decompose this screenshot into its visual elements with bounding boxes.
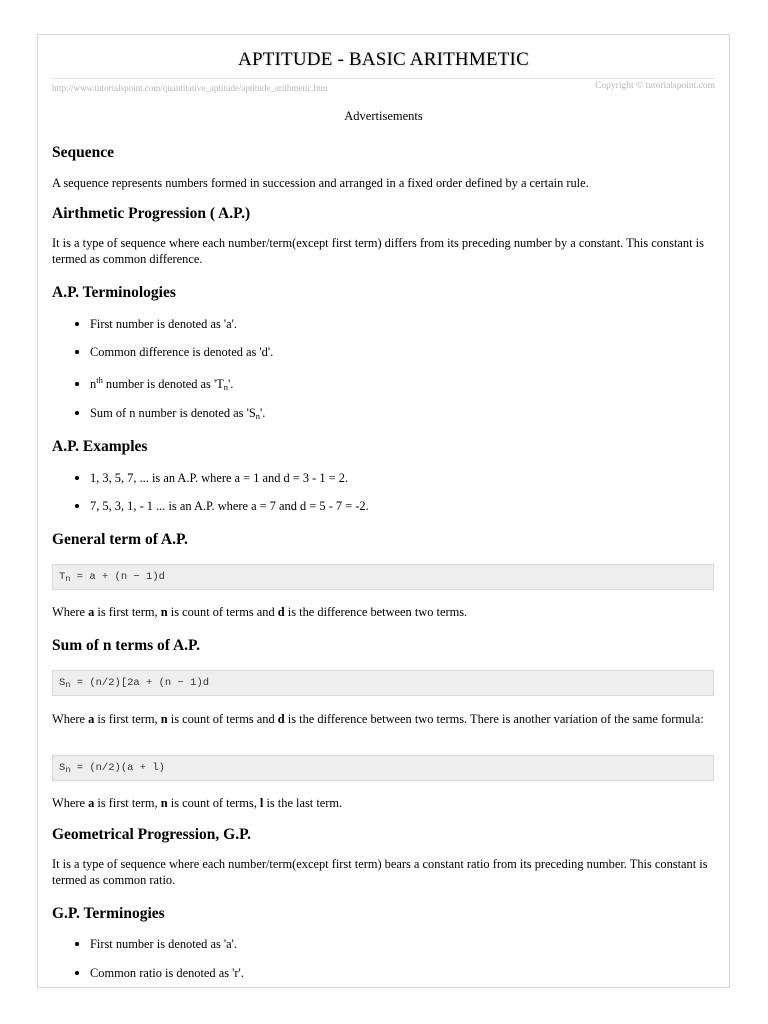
sum-variation-explanation: Where a is first term, n is count of terms, l is the last term. [52, 796, 343, 810]
advertisements-label: Advertisements [344, 109, 423, 123]
list-item: $n^{th}$ number is denoted as '$T_n$'. [90, 375, 234, 392]
list-item: First number is denoted as 'a'. [90, 317, 237, 331]
heading-ap-terminologies: A.P. Terminologies [52, 284, 176, 301]
copyright-notice: Copyright © tutorialspoint.com [595, 81, 715, 91]
heading-general-term: General term of A.P. [52, 531, 188, 548]
ap-text: It is a type of sequence where each number/term(except first term) differs from its preceding number by a constant. This constant is termed as common difference. [52, 236, 704, 266]
gp-text: It is a type of sequence where each number/term(except first term) bears a constant ratio from its preceding number. This constant is termed as common ratio. [52, 857, 708, 887]
heading-ap-examples: A.P. Examples [52, 438, 148, 455]
list-item: Common ratio is denoted as 'r'. [90, 966, 244, 980]
sum-explanation: Where a is first term, n is count of terms and d is the difference between two terms. There is another variation of the same formula: [52, 712, 704, 726]
formula-sum: $S_n = (n/2)[2a + (n - 1)d$ [52, 670, 714, 696]
heading-arithmetic-progression: Airthmetic Progression ( A.P.) [52, 205, 251, 222]
heading-gp-terminologies: G.P. Terminogies [52, 905, 165, 922]
header-divider [52, 78, 715, 79]
page-title: APTITUDE - BASIC ARITHMETIC [238, 49, 529, 70]
heading-sequence: Sequence [52, 144, 114, 161]
sequence-text: A sequence represents numbers formed in succession and arranged in a fixed order defined by a certain rule. [52, 176, 589, 190]
list-item: 7, 5, 3, 1, - 1 ... is an A.P. where a = 7 and d = 5 - 7 = -2. [90, 499, 369, 513]
general-term-explanation: Where a is first term, n is count of terms and d is the difference between two terms. [52, 605, 468, 619]
list-item: Sum of n number is denoted as '$S_n$'. [90, 406, 266, 421]
list-item: First number is denoted as 'a'. [90, 937, 237, 951]
list-item: 1, 3, 5, 7, ... is an A.P. where a = 1 and d = 3 - 1 = 2. [90, 471, 349, 485]
heading-sum-of-terms: Sum of n terms of A.P. [52, 637, 200, 654]
formula-general-term: $T_n = a + (n - 1)d$ [52, 564, 714, 590]
heading-geometric-progression: Geometrical Progression, G.P. [52, 826, 252, 843]
formula-sum-variation: $S_n = (n/2)(a + l)$ [52, 755, 714, 781]
list-item: Common difference is denoted as 'd'. [90, 345, 274, 359]
source-url: http://www.tutorialspoint.com/quantitative_aptitude/aptitude_arithmetic.htm [52, 83, 328, 93]
document-page [37, 34, 730, 988]
